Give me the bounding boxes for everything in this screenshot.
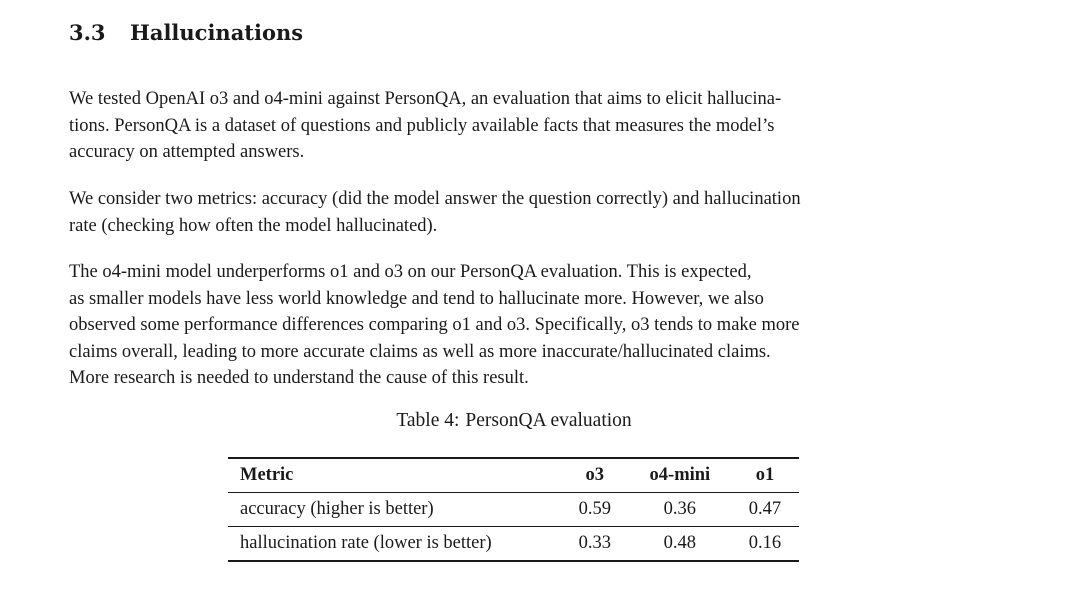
table-caption-text: PersonQA evaluation bbox=[465, 410, 632, 431]
section-title: Hallucinations bbox=[130, 20, 304, 45]
paragraph-line: We consider two metrics: accuracy (did the model answer the question correctly) and hallucination bbox=[69, 189, 801, 209]
paragraph-line: claims overall, leading to more accurate claims as well as more inaccurate/hallucinated claims. bbox=[69, 341, 771, 362]
row-metric-label: accuracy (higher is better) bbox=[240, 499, 434, 519]
header-o3: o3 bbox=[585, 465, 605, 485]
paragraph-line: observed some performance differences comparing o1 and o3. Specifically, o3 tends to make more bbox=[69, 315, 800, 335]
row-metric-label: hallucination rate (lower is better) bbox=[240, 533, 492, 553]
cell-o4-mini: 0.48 bbox=[663, 533, 697, 553]
paragraph-line: tions. PersonQA is a dataset of questions and publicly available facts that measures the model’s bbox=[69, 115, 775, 136]
paragraph-line: rate (checking how often the model hallucinated). bbox=[69, 215, 438, 236]
paragraph-findings bbox=[69, 259, 974, 392]
header-o1: o1 bbox=[755, 465, 775, 485]
table-header-row bbox=[228, 458, 799, 493]
paragraph-line: More research is needed to understand the cause of this result. bbox=[69, 368, 529, 388]
paragraph-metrics bbox=[69, 186, 974, 239]
table-row bbox=[228, 527, 799, 562]
cell-o3: 0.33 bbox=[578, 533, 611, 553]
table-caption bbox=[0, 410, 1028, 432]
paragraph-line: We tested OpenAI o3 and o4-mini against PersonQA, an evaluation that aims to elicit hallucina- bbox=[69, 89, 782, 109]
table-row bbox=[228, 493, 799, 527]
cell-o3: 0.59 bbox=[578, 499, 611, 519]
table-caption-label: Table 4: bbox=[396, 410, 460, 431]
header-o4-mini: o4-mini bbox=[649, 465, 711, 485]
cell-o1: 0.47 bbox=[748, 499, 782, 519]
paragraph-intro bbox=[69, 86, 974, 166]
paragraph-line: as smaller models have less world knowledge and tend to hallucinate more. However, we also bbox=[69, 288, 764, 309]
section-heading bbox=[69, 20, 303, 45]
section-number: 3.3 bbox=[69, 20, 106, 45]
header-metric: Metric bbox=[240, 465, 294, 485]
personqa-table bbox=[228, 457, 799, 562]
results-table bbox=[228, 457, 799, 562]
paragraph-line: accuracy on attempted answers. bbox=[69, 142, 305, 162]
cell-o4-mini: 0.36 bbox=[663, 499, 697, 519]
paragraph-line: The o4-mini model underperforms o1 and o3 on our PersonQA evaluation. This is expected, bbox=[69, 262, 752, 282]
cell-o1: 0.16 bbox=[748, 533, 782, 553]
